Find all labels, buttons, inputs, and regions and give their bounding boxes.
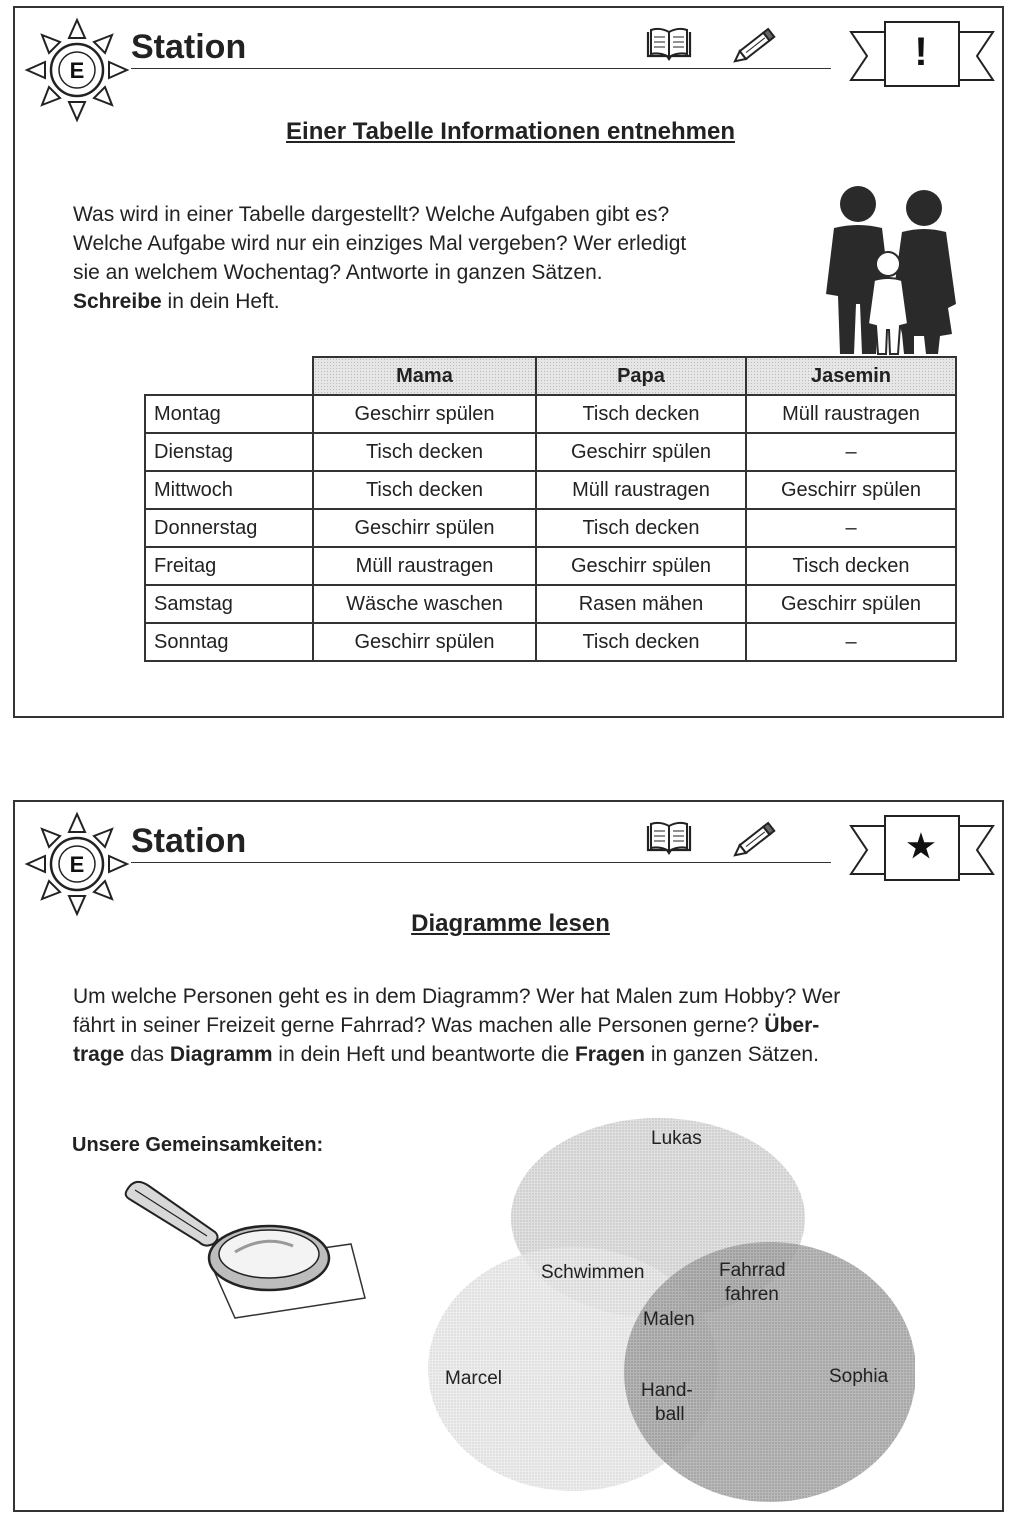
venn-label-hand: Hand- xyxy=(641,1380,693,1401)
pencil-icon xyxy=(733,818,781,858)
papa-cell: Müll raustragen xyxy=(536,471,746,509)
table-row xyxy=(145,433,956,471)
book-icon xyxy=(645,26,693,62)
jasemin-cell: – xyxy=(746,433,956,471)
day-cell: Freitag xyxy=(145,547,313,585)
venn-label-malen: Malen xyxy=(643,1309,695,1330)
family-silhouette-icon xyxy=(820,184,970,356)
papa-cell: Tisch decken xyxy=(536,395,746,433)
sun-e-icon xyxy=(23,810,131,918)
task-line: sie an welchem Wochentag? Antworte in ganzen Sätzen. xyxy=(73,261,603,284)
task-line: trage das Diagramm in dein Heft und beantworte die Fragen in ganzen Sätzen. xyxy=(73,1043,819,1066)
papa-cell: Tisch decken xyxy=(536,509,746,547)
mama-cell: Geschirr spülen xyxy=(313,623,536,661)
task-line: Schreibe in dein Heft. xyxy=(73,290,280,313)
table-row xyxy=(145,509,956,547)
table-row xyxy=(145,395,956,433)
important-mark: ! xyxy=(914,30,928,74)
station-title: Station xyxy=(131,822,247,860)
mama-cell: Geschirr spülen xyxy=(313,395,536,433)
papa-cell: Geschirr spülen xyxy=(536,433,746,471)
station-card-table xyxy=(13,6,1004,718)
table-row xyxy=(145,471,956,509)
day-cell: Samstag xyxy=(145,585,313,623)
diagram-subheading: Unsere Gemeinsamkeiten: xyxy=(72,1134,324,1156)
task-text xyxy=(73,200,686,316)
venn-label-fahren: fahren xyxy=(725,1284,779,1305)
venn-label-fahrrad: Fahrrad xyxy=(719,1260,786,1281)
jasemin-cell: Müll raustragen xyxy=(746,395,956,433)
task-line: Was wird in einer Tabelle dargestellt? Welche Aufgaben gibt es? xyxy=(73,203,670,226)
jasemin-cell: Geschirr spülen xyxy=(746,471,956,509)
task-line: fährt in seiner Freizeit gerne Fahrrad? Was machen alle Personen gerne? Über- xyxy=(73,1014,820,1037)
papa-cell: Rasen mähen xyxy=(536,585,746,623)
venn-label-schwimmen: Schwimmen xyxy=(541,1262,645,1283)
task-line: Welche Aufgabe wird nur ein einziges Mal vergeben? Wer erledigt xyxy=(73,232,687,255)
jasemin-cell: – xyxy=(746,623,956,661)
column-header-jasemin: Jasemin xyxy=(746,357,956,395)
page-heading: Diagramme lesen xyxy=(411,910,610,937)
task-text xyxy=(73,982,840,1069)
venn-label-lukas: Lukas xyxy=(651,1128,702,1149)
sun-e-icon xyxy=(23,16,131,124)
title-underline xyxy=(131,68,831,69)
column-header-mama: Mama xyxy=(313,357,536,395)
mama-cell: Geschirr spülen xyxy=(313,509,536,547)
sun-letter: E xyxy=(69,58,85,83)
station-title: Station xyxy=(131,28,247,66)
table-row xyxy=(145,585,956,623)
jasemin-cell: Tisch decken xyxy=(746,547,956,585)
sun-letter: E xyxy=(69,852,85,877)
page-heading: Einer Tabelle Informationen entnehmen xyxy=(286,118,735,145)
papa-cell: Geschirr spülen xyxy=(536,547,746,585)
day-cell: Dienstag xyxy=(145,433,313,471)
jasemin-cell: – xyxy=(746,509,956,547)
venn-label-ball: ball xyxy=(655,1404,685,1425)
table-header-row xyxy=(145,357,956,395)
day-cell: Montag xyxy=(145,395,313,433)
day-cell: Mittwoch xyxy=(145,471,313,509)
mama-cell: Tisch decken xyxy=(313,471,536,509)
book-icon xyxy=(645,820,693,856)
title-underline xyxy=(131,862,831,863)
table-corner xyxy=(145,357,313,395)
venn-diagram xyxy=(415,1112,915,1512)
chores-table xyxy=(144,356,957,662)
magnifying-glass-icon xyxy=(115,1172,375,1322)
venn-label-sophia: Sophia xyxy=(829,1366,889,1387)
day-cell: Donnerstag xyxy=(145,509,313,547)
table-row xyxy=(145,623,956,661)
mama-cell: Tisch decken xyxy=(313,433,536,471)
mama-cell: Müll raustragen xyxy=(313,547,536,585)
day-cell: Sonntag xyxy=(145,623,313,661)
star-icon: ★ xyxy=(906,828,936,864)
jasemin-cell: Geschirr spülen xyxy=(746,585,956,623)
pencil-icon xyxy=(733,24,781,64)
station-card-diagram xyxy=(13,800,1004,1512)
task-line: Um welche Personen geht es in dem Diagramm? Wer hat Malen zum Hobby? Wer xyxy=(73,985,841,1008)
table-row xyxy=(145,547,956,585)
column-header-papa: Papa xyxy=(536,357,746,395)
papa-cell: Tisch decken xyxy=(536,623,746,661)
mama-cell: Wäsche waschen xyxy=(313,585,536,623)
venn-label-marcel: Marcel xyxy=(445,1368,503,1389)
